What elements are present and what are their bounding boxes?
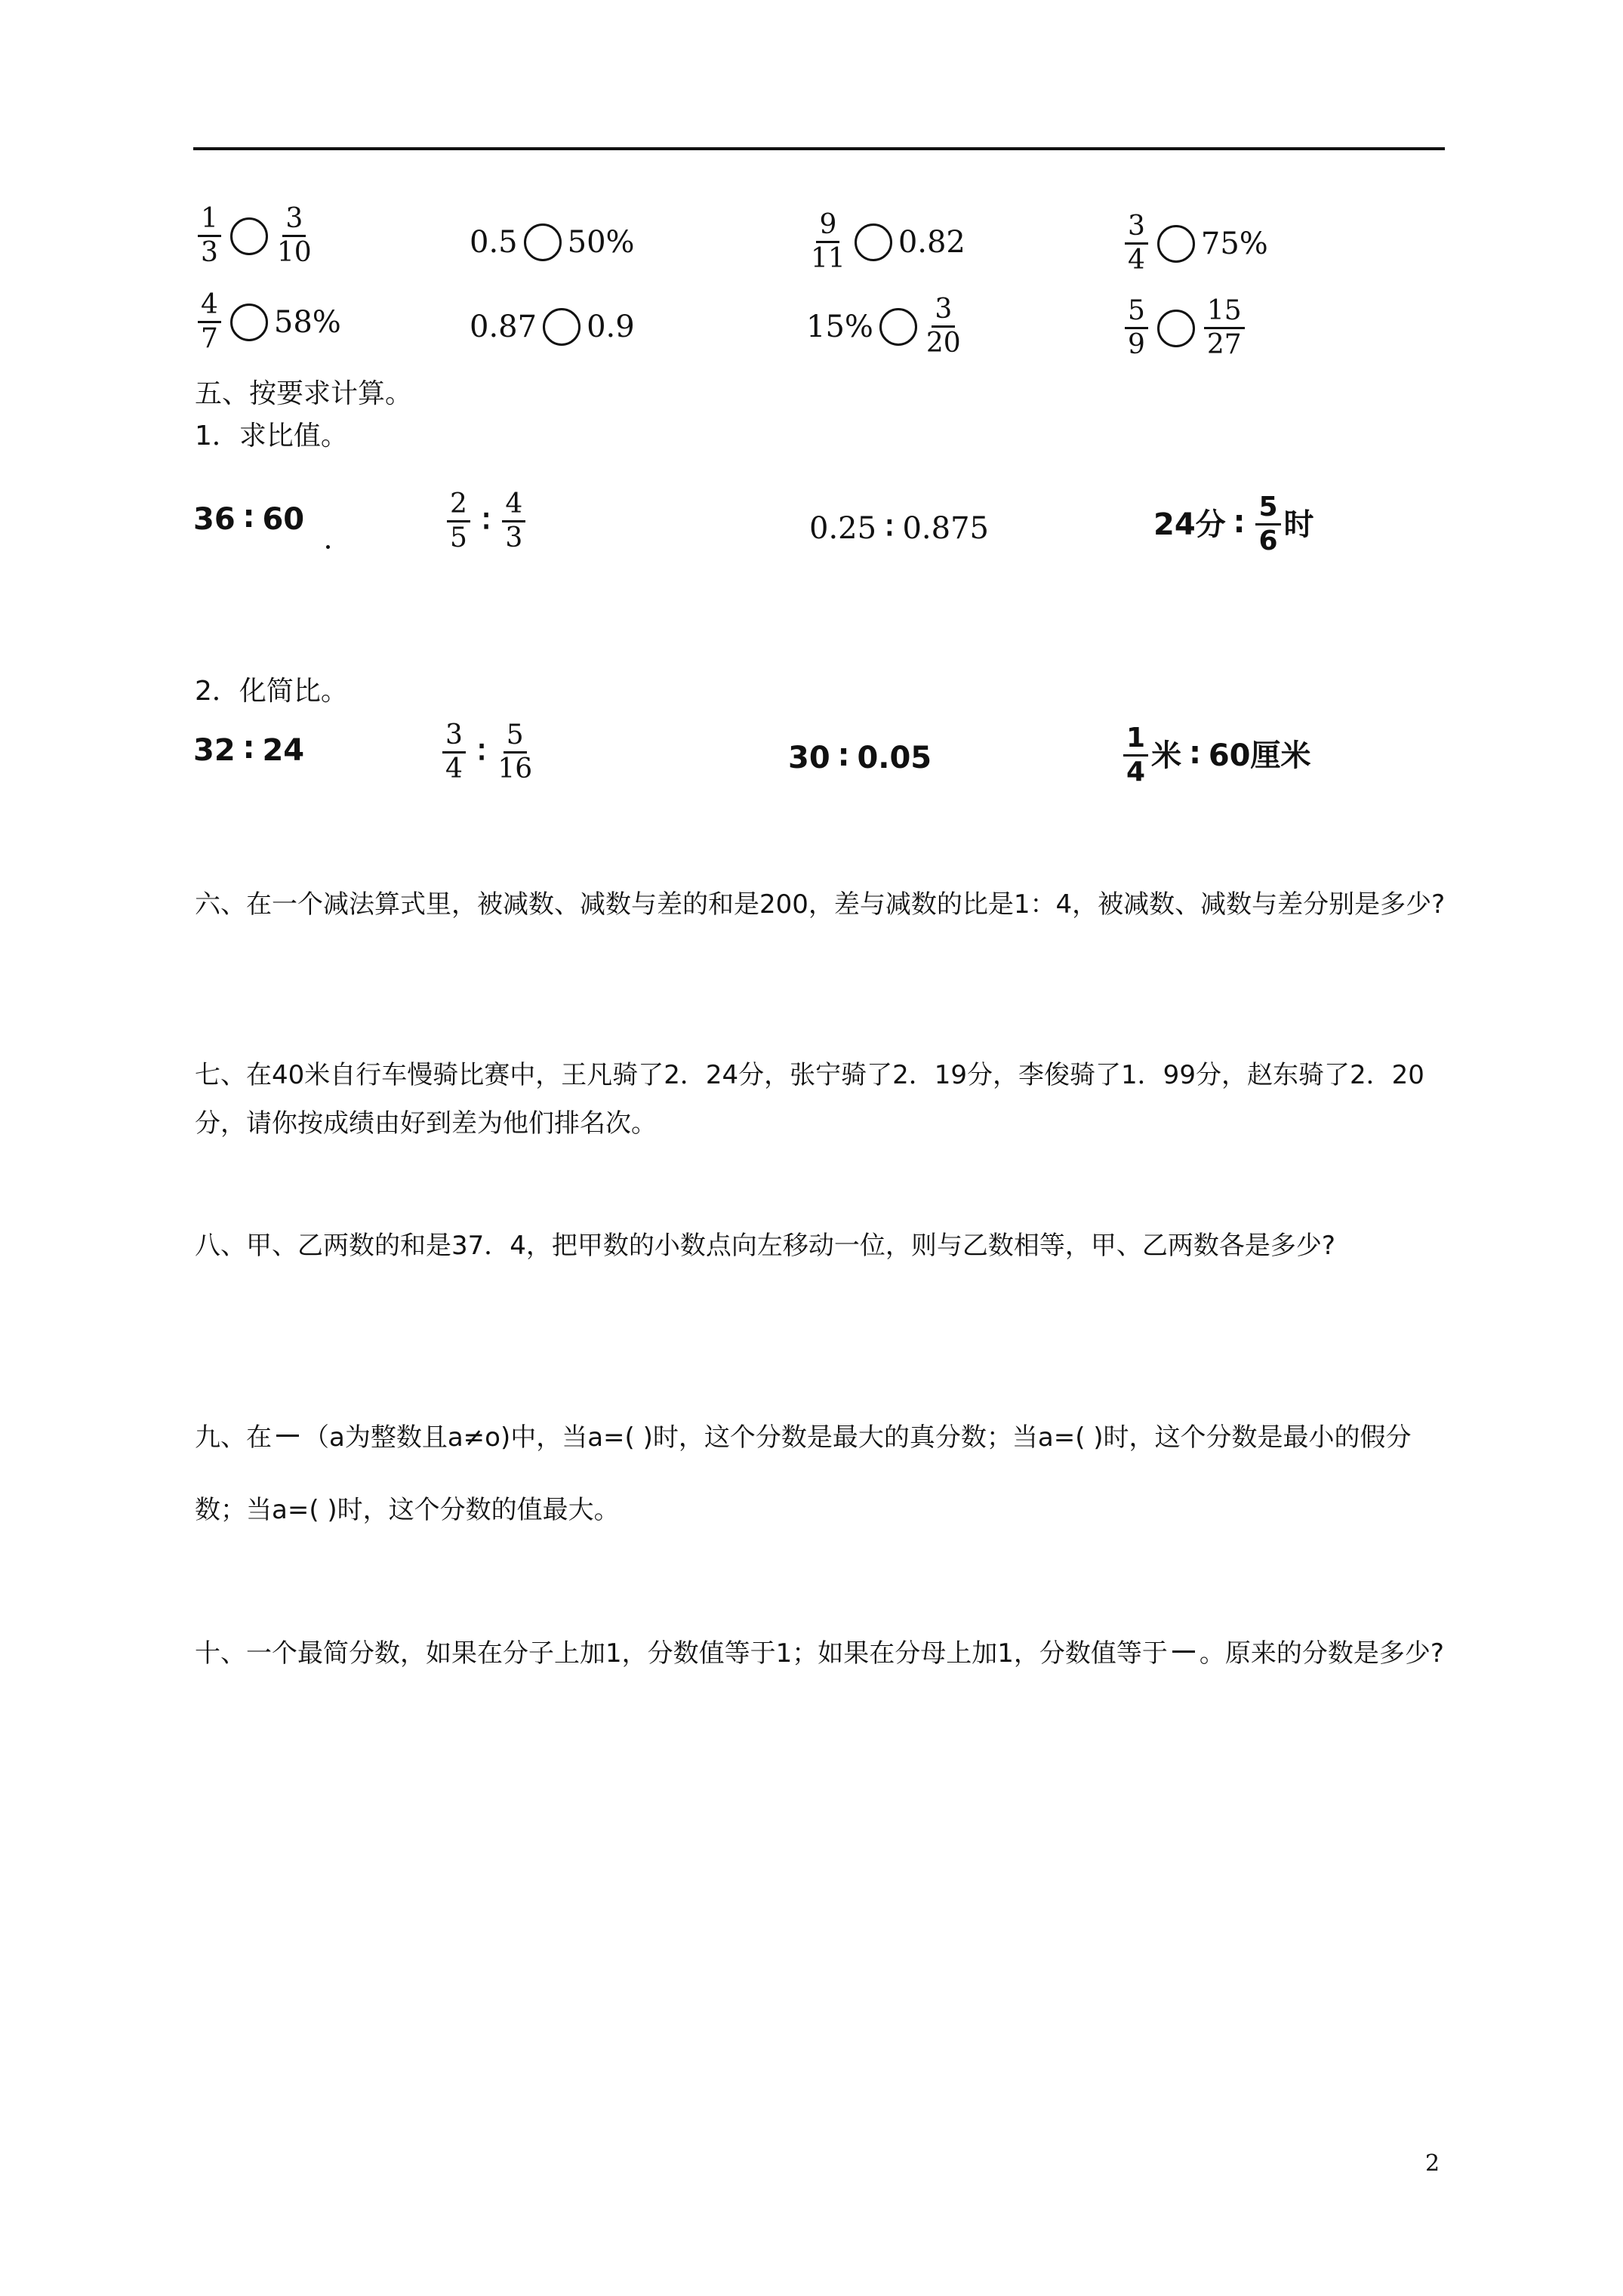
subsection-title: 1．求比值。 [195, 421, 348, 451]
fraction-placeholder [1172, 1650, 1195, 1653]
simplify-item: $\frac{3}{4}$ ∶ $\frac{5}{16}$ [439, 722, 535, 783]
section-title: 五、按要求计算。 [195, 378, 413, 409]
fraction-placeholder [276, 1435, 299, 1437]
compare-circle[interactable] [230, 217, 268, 255]
compare-item [1122, 297, 1248, 359]
fraction: $\frac{1}{4}$ [1123, 725, 1148, 786]
compare-item: 15% $\frac{3}{20}$ [806, 294, 961, 359]
problem-7: 七、在40米自行车慢骑比赛中，王凡骑了2．24分，张宁骑了2．19分，李俊骑了1．99分，赵东骑了2．20分，请你按成绩由好到差为他们排名次。 [195, 1060, 1424, 1139]
simplify-item: 30 ∶ 0.05 [788, 741, 932, 775]
compare-item: 0.87 0.9 [470, 310, 635, 344]
header-rule [193, 147, 1445, 150]
fraction: $\frac{2}{5}$ [447, 491, 470, 552]
problem-6: 六、在一个减法算式里，被减数、减数与差的和是200，差与减数的比是1：4，被减数、减数与差分别是多少? [195, 889, 1446, 920]
compare-circle[interactable] [524, 223, 562, 261]
page-number: 2 [1425, 2150, 1440, 2177]
compare-item: $\frac{3}{4}$ 75% [1122, 213, 1268, 274]
compare-circle[interactable] [230, 304, 268, 341]
compare-item: $\frac{4}{7}$ 58% [195, 291, 341, 353]
fraction: $\frac{3}{4}$ [442, 722, 466, 783]
fraction: $\frac{3}{10}$ [276, 203, 312, 268]
fraction: $\frac{3}{20}$ [925, 294, 961, 359]
problem-10: 十、一个最简分数，如果在分子上加1，分数值等于1；如果在分母上加1，分数值等于 。原来的分数是多少? [195, 1638, 1444, 1669]
problem-8: 八、甲、乙两数的和是37．4，把甲数的小数点向左移动一位，则与乙数相等，甲、乙两数各是多少? [195, 1231, 1335, 1261]
fraction: $\frac{4}{7}$ [198, 291, 221, 353]
compare-circle[interactable] [1157, 310, 1195, 347]
simplify-item: 32 ∶ 24 [193, 733, 305, 768]
stray-dot [326, 545, 330, 549]
compare-item: 0.5 50% [470, 225, 635, 260]
ratio-item: 24分 ∶ $\frac{5}{6}$ 时 [1153, 492, 1314, 556]
subsection-title: 2．化简比。 [195, 676, 348, 707]
compare-circle[interactable] [1157, 225, 1195, 263]
fraction: $\frac{4}{3}$ [502, 491, 525, 552]
compare-item [195, 205, 315, 267]
fraction: $\frac{3}{4}$ [1125, 213, 1148, 274]
compare-circle[interactable] [543, 308, 581, 346]
problem-9: 九、在 （a为整数且a≠o)中，当a=( )时，这个分数是最大的真分数；当a=( )时，这个分数是最小的假分数；当a=( )时，这个分数的值最大。 [195, 1422, 1412, 1525]
compare-item: $\frac{9}{11}$ 0.82 [811, 209, 965, 274]
fraction: $\frac{1}{3}$ [198, 205, 221, 267]
fraction: $\frac{5}{9}$ [1125, 297, 1148, 359]
ratio-item: $\frac{2}{5}$ ∶ $\frac{4}{3}$ [444, 491, 528, 552]
ratio-item: 36 ∶ 60 [193, 502, 305, 537]
compare-circle[interactable] [855, 223, 892, 261]
fraction: $\frac{5}{16}$ [497, 720, 533, 784]
ratio-item: 0.25 ∶ 0.875 [809, 510, 989, 546]
compare-circle[interactable] [879, 308, 917, 346]
fraction: $\frac{15}{27}$ [1204, 297, 1245, 359]
simplify-item: $\frac{1}{4}$ 米 ∶ 60厘米 [1120, 725, 1311, 786]
fraction: $\frac{9}{11}$ [811, 209, 845, 274]
fraction: $\frac{5}{6}$ [1255, 494, 1280, 555]
